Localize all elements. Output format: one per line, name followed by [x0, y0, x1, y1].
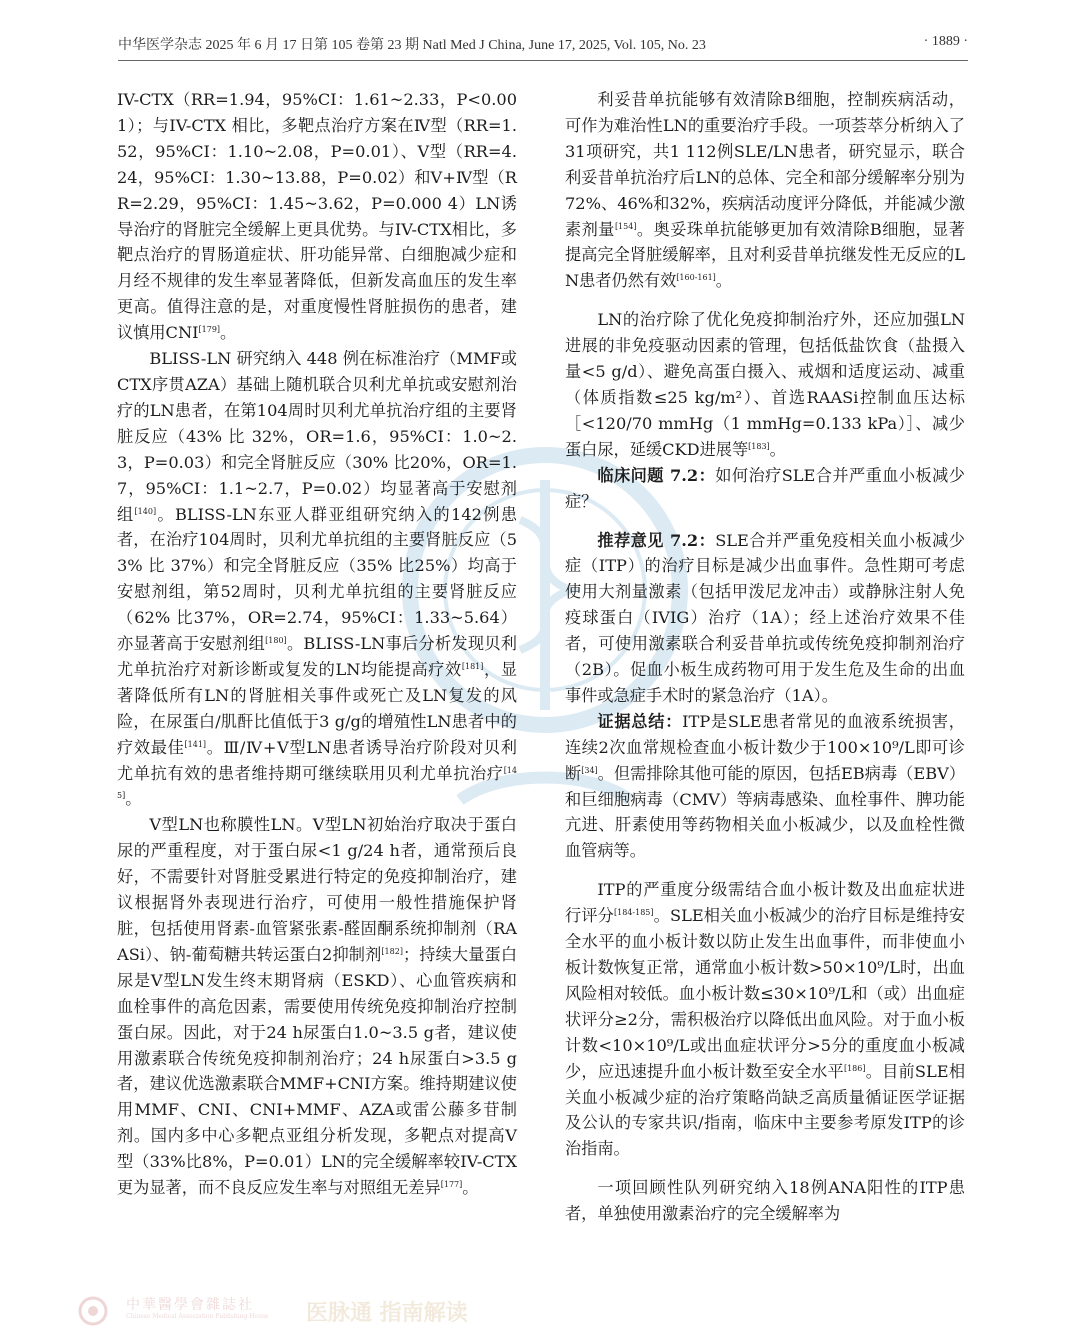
citation-ref: [180]	[265, 636, 287, 646]
citation-ref: [179]	[198, 325, 221, 335]
citation-ref: [184-185]	[614, 908, 654, 918]
citation-ref: [182]	[381, 946, 403, 956]
paragraph: LN的治疗除了优化免疫抑制治疗外，还应加强LN进展的非免疫驱动因素的管理，包括低盐饮食（盐摄入量<5 g/d）、避免高蛋白摄入、戒烟和适度运动、减重（体质指数≤25 kg/m²）、首选RAASi控制血压达标［<120/70 mmHg（1 mmHg=0.133 kPa）］、减少蛋白尿，延缓CKD进展等[183]。	[565, 310, 965, 459]
publisher-name: 中華醫學會雜誌社	[126, 1297, 254, 1313]
paragraph: ITP的严重度分级需结合血小板计数及出血症状进行评分[184-185]。SLE相关血小板减少的治疗目标是维持安全水平的血小板计数以防止发生出血事件，而非使血小板计数恢复正常，通常血小板计数>50×10⁹/L时，出血风险相对较低。血小板计数≤30×10⁹/L和（或）出血症状评分≥2分，需积极治疗以降低出血风险。对于血小板计数<10×10⁹/L或出血症状评分>5分的重度血小板减少，应迅速提升血小板计数至安全水平[186]。目前SLE相关血小板减少症的治疗策略尚缺乏高质量循证医学证据及公认的专家共识/指南，临床中主要参考原发ITP的诊治指南。	[565, 880, 966, 1159]
citation-ref: [183]	[748, 441, 770, 451]
citation-ref: [186]	[843, 1063, 866, 1073]
citation-ref: [154]	[614, 221, 637, 231]
left-column	[117, 87, 517, 1201]
recommendation	[565, 528, 965, 709]
question-text: 如何治疗SLE合并严重血小板减少症？	[565, 465, 965, 511]
paragraph: IV-CTX（RR=1.94，95%CI：1.61~2.33，P<0.001）；与IV-CTX 相比，多靶点治疗方案在Ⅳ型（RR=1.52，95%CI：1.10~2.08，P=0.01）、Ⅴ型（RR=4.24，95%CI：1.30~13.88，P=0.02）和Ⅴ+Ⅳ型（RR=2.29，95%CI：1.45~3.62，P=0.000 4）LN诱导治疗的肾脏完全缓解上更具优势。与IV-CTX相比，多靶点治疗的胃肠道症状、肝功能异常、白细胞减少症和月经不规律的发生率显著降低，但新发高血压的发生率更高。值得注意的是，对重度慢性肾脏损伤的患者，建议慎用CNI[179]。	[117, 90, 517, 343]
right-column	[565, 87, 965, 1227]
paragraph: Ⅴ型LN也称膜性LN。Ⅴ型LN初始治疗取决于蛋白尿的严重程度，对于蛋白尿<1 g/24 h者，通常预后良好，不需要针对肾脏受累进行特定的免疫抑制治疗，建议根据肾外表现进行治疗，可使用一般性措施保护肾脏，包括使用肾素-血管紧张素-醛固酮系统抑制剂（RAASi）、钠-葡萄糖共转运蛋白2抑制剂[182]；持续大量蛋白尿是Ⅴ型LN发生终末期肾病（ESKD）、心血管疾病和血栓事件的高危因素，需要使用传统免疫抑制治疗控制蛋白尿。因此，对于24 h尿蛋白1.0~3.5 g者，建议使用激素联合传统免疫抑制剂治疗；24 h尿蛋白>3.5 g者，建议优选激素联合MMF+CNI方案。维持期建议使用MMF、CNI、CNI+MMF、AZA或雷公藤多苷制剂。国内多中心多靶点亚组分析发现，多靶点对提高Ⅴ型（33%比8%，P=0.01）LN的完全缓解率较IV-CTX更为显著，而不良反应发生率与对照组无差异[177]。	[117, 815, 518, 1198]
paragraph: BLISS-LN 研究纳入 448 例在标准治疗（MMF或CTX序贯AZA）基础上随机联合贝利尤单抗或安慰剂治疗的LN患者，在第104周时贝利尤单抗治疗组的主要肾脏反应（43% 比 32%，OR=1.6，95%CI：1.0~2.3，P=0.03）和完全肾脏反应（30% 比20%，OR=1.7，95%CI：1.1~2.7，P=0.02）均显著高于安慰剂组[140]。BLISS-LN东亚人群亚组研究纳入的142例患者，在治疗104周时，贝利尤单抗组的主要肾脏反应（53% 比 37%）和完全肾脏反应（35% 比25%）均高于安慰剂组，第52周时，贝利尤单抗组的主要肾脏反应（62% 比37%，OR=2.74，95%CI：1.33~5.64）亦显著高于安慰剂组[180]。BLISS-LN事后分析发现贝利尤单抗治疗对新诊断或复发的LN均能提高疗效[181]，显著降低所有LN的肾脏相关事件或死亡及LN复发的风险，在尿蛋白/肌酐比值低于3 g/g的增殖性LN患者中的疗效最佳[141]。Ⅲ/Ⅳ+Ⅴ型LN患者诱导治疗阶段对贝利尤单抗有效的患者维持期可继续联用贝利尤单抗治疗[145]。	[117, 349, 518, 809]
header-rule	[118, 60, 968, 61]
paragraph: 利妥昔单抗能够有效清除B细胞，控制疾病活动，可作为难治性LN的重要治疗手段。一项荟萃分析纳入了31项研究，共1 112例SLE/LN患者，研究显示，联合利妥昔单抗治疗后LN的总体、完全和部分缓解率分别为72%、46%和32%，疾病活动度评分降低，并能减少激素剂量[154]。奥妥珠单抗能够更加有效清除B细胞，显著提高完全肾脏缓解率，且对利妥昔单抗继发性无反应的LN患者仍然有效[160-161]。	[565, 90, 965, 291]
running-header	[118, 34, 968, 58]
journal-citation: 中华医学杂志 2025 年 6 月 17 日第 105 卷第 23 期 Natl Med J China, June 17, 2025, Vol. 105, No. 23	[118, 38, 706, 53]
citation-ref: [145]	[117, 765, 517, 801]
publisher-name-en: Chinese Medical Association Publishing House	[126, 1313, 269, 1320]
page-number: · 1889 ·	[923, 34, 968, 49]
brand-watermark: 医脉通 指南解读	[306, 1300, 468, 1326]
footer-logo	[78, 1292, 478, 1330]
citation-ref: [160-161]	[676, 273, 716, 283]
citation-ref: [181]	[461, 661, 484, 671]
citation-ref: [34]	[581, 765, 598, 775]
citation-ref: [141]	[184, 739, 207, 749]
publisher-logo-icon	[78, 1296, 108, 1326]
recommendation-label: 推荐意见 7.2：	[597, 530, 716, 550]
recommendation-text: SLE合并严重免疫相关血小板减少症（ITP）的治疗目标是减少出血事件。急性期可考虑使用大剂量激素（包括甲泼尼龙冲击）或静脉注射人免疫球蛋白（IVIG）治疗（1A）；经上述治疗效果不佳者，可使用激素联合利妥昔单抗或传统免疫抑制剂治疗（2B）。促血小板生成药物可用于发生危及生命的出血事件或急症手术时的紧急治疗（1A）。	[565, 530, 965, 705]
paragraph: 一项回顾性队列研究纳入18例ANA阳性的ITP患者，单独使用激素治疗的完全缓解率为	[565, 1178, 965, 1224]
citation-ref: [177]	[440, 1180, 463, 1190]
question-label: 临床问题 7.2：	[597, 465, 716, 485]
clinical-question	[565, 463, 965, 515]
evidence-summary: 证据总结：ITP是SLE患者常见的血液系统损害，连续2次血常规检查血小板计数少于100×10⁹/L即可诊断[34]。但需排除其他可能的原因，包括EB病毒（EBV）和巨细胞病毒（CMV）等病毒感染、血栓事件、脾功能亢进、肝素使用等药物相关血小板减少，以及血栓性微血管病等。	[565, 711, 966, 861]
citation-ref: [140]	[134, 506, 157, 516]
evidence-label: 证据总结：	[597, 711, 683, 731]
